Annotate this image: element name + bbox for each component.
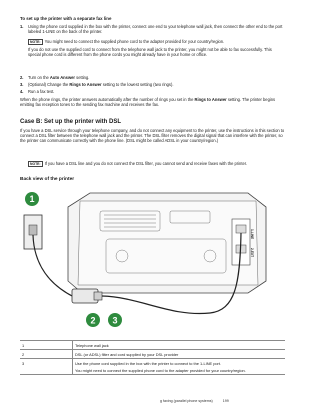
note-label: NOTE: xyxy=(30,162,41,166)
step-text: Using the phone cord supplied in the box with the printer, connect one end to your telephone wall jack, then connect the other end to the port labeled 1-LINE on the back of the printer. xyxy=(28,24,283,35)
note-label: NOTE: xyxy=(30,40,41,44)
callout-number: 1 xyxy=(29,194,35,204)
printer-back-panel xyxy=(78,201,258,285)
step-number: 2. xyxy=(20,75,24,80)
legend-row xyxy=(20,341,285,350)
page-number: 199 xyxy=(222,399,229,403)
step-2 xyxy=(20,75,285,80)
step-number: 1. xyxy=(20,24,24,29)
setting-name: Rings to Answer xyxy=(69,82,102,87)
legend-description-line: Use the phone cord supplied in the box with the printer to connect to the 1-LINE port. xyxy=(75,360,221,366)
case-b-heading: Case B: Set up the printer with DSL xyxy=(20,119,122,125)
note-text-2: If you do not use the supplied cord to connect from the telephone wall jack to the printer, you might not be able to fax successfully. This special phone cord is different from the phone cords you might already have in your home or office. xyxy=(28,47,272,58)
page-footer xyxy=(160,399,229,403)
callout-1 xyxy=(25,192,39,206)
legend-row xyxy=(20,359,285,375)
legend-table xyxy=(20,340,285,375)
step-text: Turn on the xyxy=(28,75,50,80)
rings-paragraph xyxy=(20,97,285,107)
note-box-2 xyxy=(28,161,283,167)
step-1 xyxy=(20,24,285,34)
step-number: 4. xyxy=(20,89,24,94)
legend-key: 2 xyxy=(20,350,73,359)
callout-3 xyxy=(108,313,122,327)
step-3 xyxy=(20,82,285,87)
legend-key: 3 xyxy=(20,359,73,375)
legend-key: 1 xyxy=(20,341,73,350)
step-text: setting to the lowest setting (two rings). xyxy=(101,82,174,87)
legend-description: Telephone wall jack xyxy=(73,341,286,350)
callout-number: 3 xyxy=(112,315,118,326)
callout-2 xyxy=(86,313,100,327)
step-number: 3. xyxy=(20,82,24,87)
section-title: To set up the printer with a separate fax line xyxy=(20,16,112,21)
step-4 xyxy=(20,89,285,94)
legend-description xyxy=(73,359,286,375)
setting-name: Auto Answer xyxy=(49,75,76,80)
paragraph-text: When the phone rings, the printer answers automatically after the number of rings you set in the xyxy=(20,97,195,102)
note-box xyxy=(28,39,283,58)
callout-number: 2 xyxy=(90,315,96,326)
case-b-paragraph: If you have a DSL service through your telephone company, and do not connect any equipment to the printer, use the instructions in this section to connect a DSL filter between the telephone wall jack and the printer. The DSL filter removes the digital signal that can interfere with the printer, so the printer can communicate correctly with the phone line. (DSL might be called ADSL in your country/region.) xyxy=(20,128,285,144)
step-text: Run a fax test. xyxy=(28,89,55,94)
paragraph-text: setting. The printer begins emitting fax reception tones to the sending fax machine and receives the fax. xyxy=(20,97,276,108)
figure-title: Back view of the printer xyxy=(20,177,75,182)
setting-name: Rings to Answer xyxy=(194,97,227,102)
wall-jack-socket xyxy=(29,225,37,235)
port-1-line xyxy=(236,225,246,233)
port-label-2-ext: 2-EXT xyxy=(250,248,254,258)
dsl-filter xyxy=(72,289,102,303)
legend-description: DSL (or ADSL) filter and cord supplied by your DSL provider xyxy=(73,350,286,359)
note-text: If you have a DSL line and you do not connect the DSL filter, you cannot send and receive faxes with the printer. xyxy=(44,161,248,166)
printer-back-diagram xyxy=(20,185,285,335)
port-label-1-line: 1-LINE xyxy=(250,229,254,240)
legend-row xyxy=(20,350,285,359)
step-text: setting. xyxy=(75,75,90,80)
legend-description-line: You might need to connect the supplied phone cord to the adapter provided for your country/region. xyxy=(75,367,246,373)
footer-section: g faxing (parallel phone systems) xyxy=(160,399,213,403)
note-text: You might need to connect the supplied phone cord to the adapter provided for your country/region. xyxy=(44,39,225,44)
step-text: (Optional) Change the xyxy=(28,82,70,87)
